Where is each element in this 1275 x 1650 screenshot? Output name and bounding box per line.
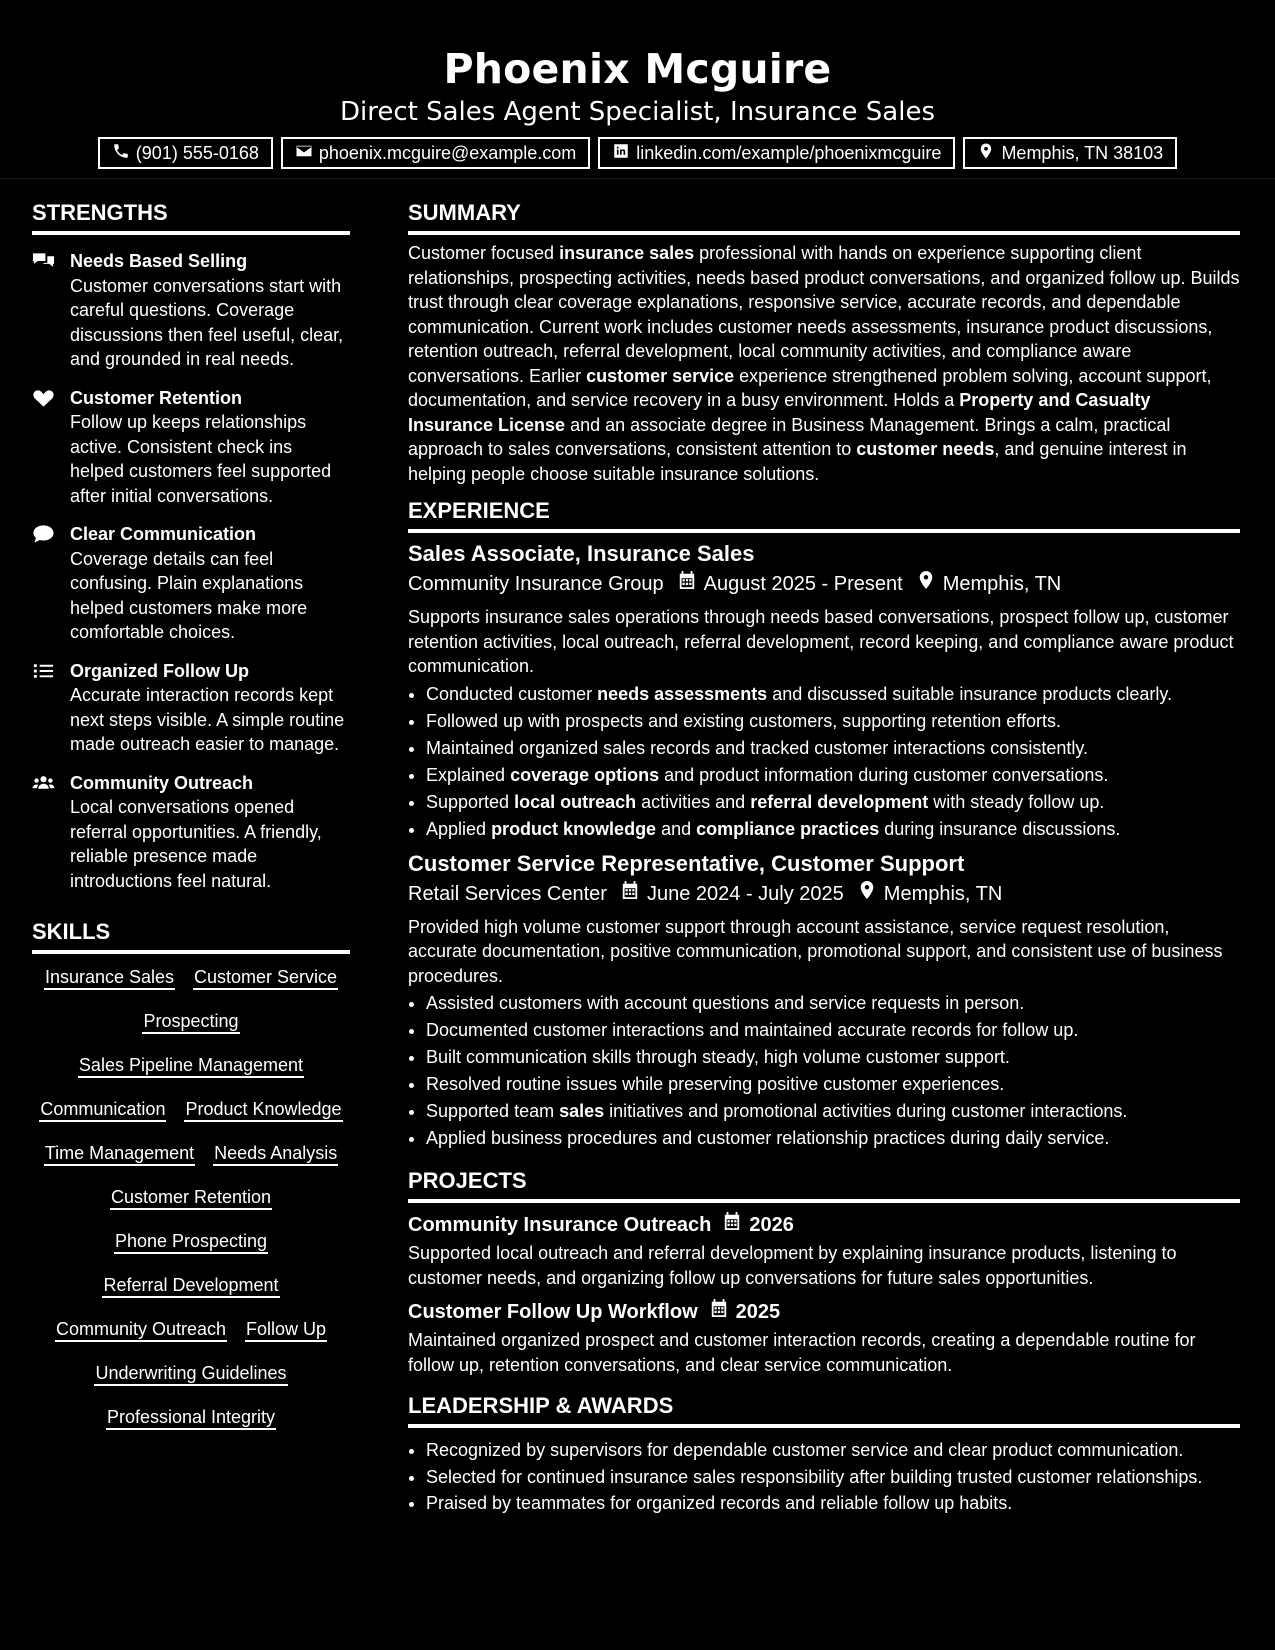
job-bullet: • Resolved routine issues while preserving positive customer experiences. [426, 1071, 1240, 1098]
leadership-item: • Recognized by supervisors for dependable customer service and clear product communication. [426, 1438, 1240, 1463]
project-entry [408, 1211, 1240, 1290]
experience-heading: EXPERIENCE [408, 496, 1240, 533]
heart-icon [32, 388, 56, 408]
job-location: Memphis, TN [942, 573, 1062, 595]
strength-item [32, 249, 350, 372]
job-meta [408, 569, 1240, 599]
contact-linkedin[interactable] [598, 137, 955, 169]
linkedin-icon [612, 142, 630, 165]
skill-tag: Referral Development [102, 1274, 279, 1298]
calendar-icon [719, 1211, 741, 1239]
project-entry [408, 1298, 1240, 1377]
job-bullet: • Explained coverage options and product information during customer conversations. [426, 762, 1240, 789]
strength-item [32, 771, 350, 894]
strength-title: Needs Based Selling [70, 251, 248, 271]
skill-tag: Insurance Sales [44, 966, 175, 990]
skills-heading: SKILLS [32, 917, 350, 954]
project-year: 2025 [735, 1301, 781, 1323]
skill-tag: Customer Retention [110, 1186, 272, 1210]
contact-phone-text: (901) 555-0168 [135, 142, 259, 163]
right-column [408, 198, 1240, 1518]
job-bullet: • Built communication skills through steady, high volume customer support. [426, 1044, 1240, 1071]
leadership-item: • Praised by teammates for organized records and reliable follow up habits. [426, 1491, 1240, 1516]
map-pin-icon [911, 569, 935, 599]
project-title-row [408, 1298, 1240, 1326]
project-description: Supported local outreach and referral development by explaining insurance products, listening to customer needs, and organizing follow up conversations for future sales opportunities. [408, 1243, 1177, 1288]
project-title: Community Insurance Outreach [408, 1214, 712, 1236]
contact-phone[interactable] [98, 137, 273, 169]
job-entry [408, 849, 1240, 1153]
job-bullets [408, 990, 1240, 1152]
job-company: Retail Services Center [408, 882, 607, 905]
strength-text: Local conversations opened referral opportunities. A friendly, reliable presence made introductions feel natural. [70, 797, 322, 891]
contact-email-text: phoenix.mcguire@example.com [318, 142, 577, 163]
job-title: Sales Associate, Insurance Sales [408, 541, 755, 566]
skill-tag: Prospecting [142, 1010, 239, 1034]
skill-tag: Follow Up [245, 1318, 327, 1342]
calendar-icon [615, 879, 639, 909]
map-pin-icon [977, 142, 995, 165]
job-entry [408, 539, 1240, 843]
strength-title: Clear Communication [70, 524, 257, 544]
strength-title: Customer Retention [70, 387, 243, 408]
job-company: Community Insurance Group [408, 573, 664, 595]
envelope-icon [295, 142, 313, 165]
skill-tag: Time Management [44, 1142, 195, 1166]
job-bullet: • Assisted customers with account questions and service requests in person. [426, 990, 1240, 1017]
job-title: Customer Service Representative, Customer Support [408, 850, 965, 876]
strength-text: Accurate interaction records kept next steps visible. A simple routine made outreach easier to manage. [70, 685, 345, 754]
job-bullet: • Supported local outreach activities and referral development with steady follow up. [426, 789, 1240, 816]
job-bullet: • Supported team sales initiatives and promotional activities during customer interactions. [426, 1098, 1240, 1125]
skill-tag: Community Outreach [55, 1318, 227, 1342]
skills-list [32, 966, 350, 1430]
users-icon [32, 773, 56, 793]
resume-header [0, 0, 1275, 179]
strength-text: Coverage details can feel confusing. Plain explanations helped customers make more comfortable choices. [70, 548, 308, 642]
projects-heading: PROJECTS [408, 1166, 1240, 1203]
contact-location [963, 137, 1177, 169]
skill-tag: Sales Pipeline Management [78, 1054, 304, 1078]
skill-tag: Phone Prospecting [114, 1230, 268, 1254]
project-description: Maintained organized prospect and customer interaction records, creating a dependable routine for follow up, retention conversations, and clear service communication. [408, 1330, 1196, 1375]
skill-tag: Professional Integrity [106, 1406, 276, 1430]
job-bullet: • Documented customer interactions and maintained accurate records for follow up. [426, 1017, 1240, 1044]
summary-heading: SUMMARY [408, 198, 1240, 235]
calendar-icon [672, 569, 696, 599]
leadership-section [408, 1391, 1240, 1516]
job-bullet: • Applied business procedures and customer relationship practices during daily service. [426, 1125, 1240, 1152]
candidate-headline: Direct Sales Agent Specialist, Insurance Sales [339, 97, 935, 127]
contact-location-text: Memphis, TN 38103 [1001, 142, 1164, 163]
map-pin-icon [852, 879, 876, 909]
candidate-name: Phoenix Mcguire [443, 45, 832, 93]
comments-icon [32, 251, 56, 271]
job-bullet: • Maintained organized sales records and tracked customer interactions consistently. [426, 735, 1240, 762]
skill-tag: Product Knowledge [184, 1098, 342, 1122]
strength-title: Organized Follow Up [70, 660, 249, 681]
job-dates: August 2025 - Present [703, 573, 903, 595]
project-year: 2026 [749, 1214, 794, 1236]
leadership-list [408, 1438, 1240, 1516]
job-location: Memphis, TN [883, 882, 1003, 905]
comment-icon [32, 524, 56, 544]
leadership-item: • Selected for continued insurance sales responsibility after building trusted customer relationships. [426, 1465, 1240, 1490]
strength-item [32, 522, 350, 645]
contact-linkedin-text: linkedin.com/example/phoenixmcguire [636, 142, 942, 163]
skill-tag: Customer Service [193, 966, 338, 990]
job-bullets [408, 681, 1240, 843]
job-bullet: • Applied product knowledge and compliance practices during insurance discussions. [426, 816, 1240, 843]
strength-title: Community Outreach [70, 772, 254, 793]
job-description: Provided high volume customer support through account assistance, service request resolution, accurate documentation, positive communication, promotional support, and consistent use of business procedures. [408, 916, 1223, 986]
phone-icon [112, 142, 130, 165]
strength-item [32, 659, 350, 757]
left-column [32, 198, 350, 1430]
job-description: Supports insurance sales operations through needs based conversations, prospect follow up, customer retention activities, local outreach, referral development, record keeping, and compliance aware product communication. [408, 607, 1234, 676]
strength-text: Follow up keeps relationships active. Consistent check ins helped customers feel supported after initial conversations. [70, 412, 332, 506]
job-bullet: • Followed up with prospects and existing customers, supporting retention efforts. [426, 708, 1240, 735]
contact-email[interactable] [281, 137, 590, 169]
project-title: Customer Follow Up Workflow [408, 1301, 698, 1323]
skill-tag: Underwriting Guidelines [94, 1362, 287, 1386]
contact-bar [0, 137, 1275, 169]
skill-tag: Communication [39, 1098, 166, 1122]
strengths-heading: STRENGTHS [32, 198, 350, 235]
skill-tag: Needs Analysis [213, 1142, 338, 1166]
summary-text: Customer focused insurance sales professional with hands on experience supporting client relationships, prospecting activities, needs based product conversations, and organized follow up. Builds trust through clear coverage explanations, responsive service, accurate records, and dependable communication. Current work includes customer needs assessments, insurance product discussions, retention outreach, referral development, local community activities, and compliance aware conversations. Earlier customer service experience strengthened problem solving, account support, documentation, and service recovery in a busy environment. Holds a Property and Casualty Insurance License and an associate degree in Business Management. Brings a calm, practical approach to sales conversations, consistent attention to customer needs, and genuine interest in helping people choose suitable insurance solutions. [408, 243, 1240, 484]
job-meta [408, 879, 1240, 909]
job-bullet: • Conducted customer needs assessments and discussed suitable insurance products clearly. [426, 681, 1240, 708]
project-title-row [408, 1211, 1240, 1239]
calendar-icon [706, 1298, 728, 1326]
job-dates: June 2024 - July 2025 [646, 882, 844, 905]
strength-item [32, 386, 350, 509]
strength-text: Customer conversations start with careful questions. Coverage discussions then feel useful, clear, and grounded in real needs. [70, 275, 344, 369]
list-icon [32, 661, 56, 681]
leadership-heading: LEADERSHIP & AWARDS [408, 1391, 1240, 1428]
